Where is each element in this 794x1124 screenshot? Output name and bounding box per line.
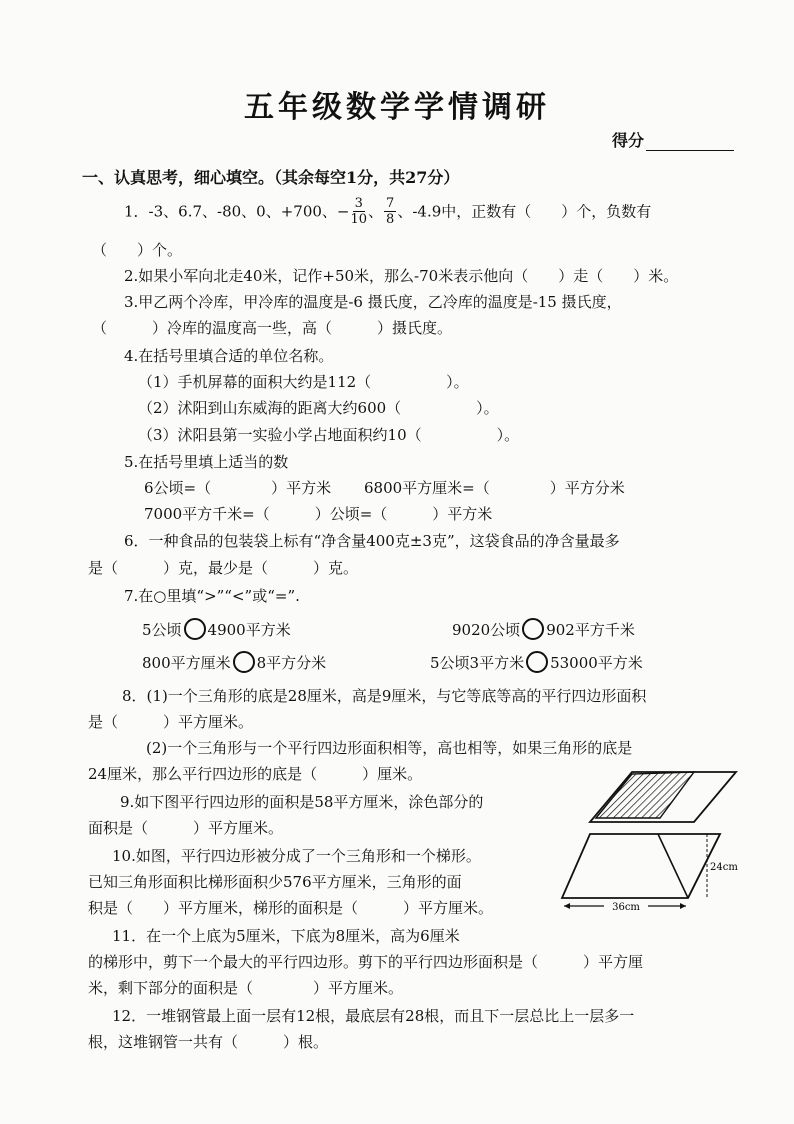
question-1-line-1 — [124, 197, 651, 228]
q9-shaded-triangle — [596, 772, 694, 818]
question-10-line-2: 已知三角形面积比梯形面积少576平方厘米，三角形的面 — [88, 873, 462, 891]
q10-parallelogram-outline — [562, 834, 720, 898]
question-12-line-2: 根，这堆钢管一共有（ ）根。 — [88, 1033, 329, 1051]
question-1-line-2: （ ）个。 — [92, 241, 183, 259]
q10-parallelogram-figure — [562, 830, 737, 916]
q1-suffix: 、-4.9中，正数有（ ）个，负数有 — [397, 202, 652, 221]
q1-prefix: 1．-3、6.7、-80、0、+700、− — [124, 202, 350, 221]
fraction-7-8 — [384, 196, 396, 227]
question-8-part-2-line-1: (2)一个三角形与一个平行四边形面积相等，高也相等，如果三角形的底是 — [146, 739, 633, 757]
q10-divider-left — [658, 834, 688, 898]
question-7-stem: 7.在○里填“>”“<”或“=”. — [124, 587, 300, 605]
score-blank[interactable] — [646, 134, 734, 151]
question-8-part-1-line-2: 是（ ）平方厘米。 — [88, 713, 254, 731]
question-4-part-3: （3）沭阳县第一实验小学占地面积约10（ ）。 — [138, 426, 520, 444]
score-field — [612, 128, 734, 151]
compare-2 — [452, 617, 635, 643]
question-11-line-1: 11．在一个上底为5厘米，下底为8厘米，高为6厘米 — [112, 927, 460, 945]
q10-width-label: 36cm — [612, 902, 640, 913]
score-label: 得分 — [612, 131, 645, 150]
question-4-stem: 4.在括号里填合适的单位名称。 — [124, 347, 334, 365]
question-2: 2.如果小军向北走40米，记作+50米，那么-70米表示他向（ ）走（ ）米。 — [124, 267, 679, 285]
question-4-part-2: （2）沭阳到山东威海的距离大约600（ ）。 — [138, 399, 499, 417]
question-4-part-1: （1）手机屏幕的面积大约是112（ ）。 — [138, 373, 469, 391]
q1-sep: 、 — [368, 202, 384, 221]
question-5-stem: 5.在括号里填上适当的数 — [124, 453, 289, 471]
question-3-line-2: （ ）冷库的温度高一些，高（ ）摄氏度。 — [92, 319, 453, 337]
compare-3 — [142, 650, 326, 676]
compare-4 — [430, 650, 643, 676]
compare-1-left: 5公顷 — [142, 621, 182, 639]
q9-parallelogram-figure — [590, 770, 740, 826]
compare-2-right: 902平方千米 — [546, 621, 635, 639]
question-3-line-1: 3.甲乙两个冷库，甲冷库的温度是-6 摄氏度，乙冷库的温度是-15 摄氏度， — [124, 293, 622, 311]
compare-circle-3[interactable] — [233, 651, 255, 673]
q10-height-label: 24cm — [710, 862, 738, 873]
q10-arrow-right — [680, 903, 686, 909]
question-8-part-1-line-1: 8．(1)一个三角形的底是28厘米，高是9厘米，与它等底等高的平行四边形面积 — [122, 687, 647, 705]
section-1-heading: 一、认真思考，细心填空。（其余每空1分，共27分） — [82, 168, 460, 187]
page-title: 五年级数学学情调研 — [244, 90, 550, 125]
question-9-line-2: 面积是（ ）平方厘米。 — [88, 819, 284, 837]
compare-circle-4[interactable] — [526, 651, 548, 673]
question-12-line-1: 12．一堆钢管最上面一层有12根，最底层有28根，而且下一层总比上一层多一 — [112, 1007, 635, 1025]
compare-4-right: 53000平方米 — [550, 654, 643, 672]
question-11-line-2: 的梯形中，剪下一个最大的平行四边形。剪下的平行四边形面积是（ ）平方厘 — [88, 953, 644, 971]
question-5-item-3: 7000平方千米=（ ）公顷=（ ）平方米 — [144, 505, 493, 523]
question-8-part-2-line-2: 24厘米，那么平行四边形的底是（ ）厘米。 — [88, 765, 423, 783]
fraction-2-denominator: 8 — [386, 212, 395, 227]
compare-3-right: 8平方分米 — [256, 654, 327, 672]
question-10-line-3: 积是（ ）平方厘米，梯形的面积是（ ）平方厘米。 — [88, 899, 494, 917]
question-9-line-1: 9.如下图平行四边形的面积是58平方厘米，涂色部分的 — [120, 793, 484, 811]
compare-1 — [142, 617, 291, 643]
compare-2-left: 9020公顷 — [452, 621, 521, 639]
fraction-2-numerator: 7 — [386, 196, 395, 211]
compare-3-left: 800平方厘米 — [142, 654, 231, 672]
question-10-line-1: 10.如图，平行四边形被分成了一个三角形和一个梯形。 — [112, 847, 481, 865]
compare-circle-2[interactable] — [522, 618, 544, 640]
fraction-3-10 — [350, 196, 367, 227]
fraction-1-denominator: 10 — [350, 212, 368, 227]
question-6-line-1: 6．一种食品的包装袋上标有“净含量400克±3克”，这袋食品的净含量最多 — [124, 532, 620, 550]
question-6-line-2: 是（ ）克，最少是（ ）克。 — [88, 559, 359, 577]
compare-circle-1[interactable] — [184, 618, 206, 640]
fraction-1-numerator: 3 — [354, 196, 363, 211]
question-5-item-2: 6800平方厘米=（ ）平方分米 — [364, 479, 625, 497]
question-5-item-1: 6公顷=（ ）平方米 — [144, 479, 332, 497]
compare-4-left: 5公顷3平方米 — [430, 654, 525, 672]
q10-arrow-left — [564, 903, 570, 909]
compare-1-right: 4900平方米 — [207, 621, 291, 639]
question-11-line-3: 米，剩下部分的面积是（ ）平方厘米。 — [88, 979, 404, 997]
